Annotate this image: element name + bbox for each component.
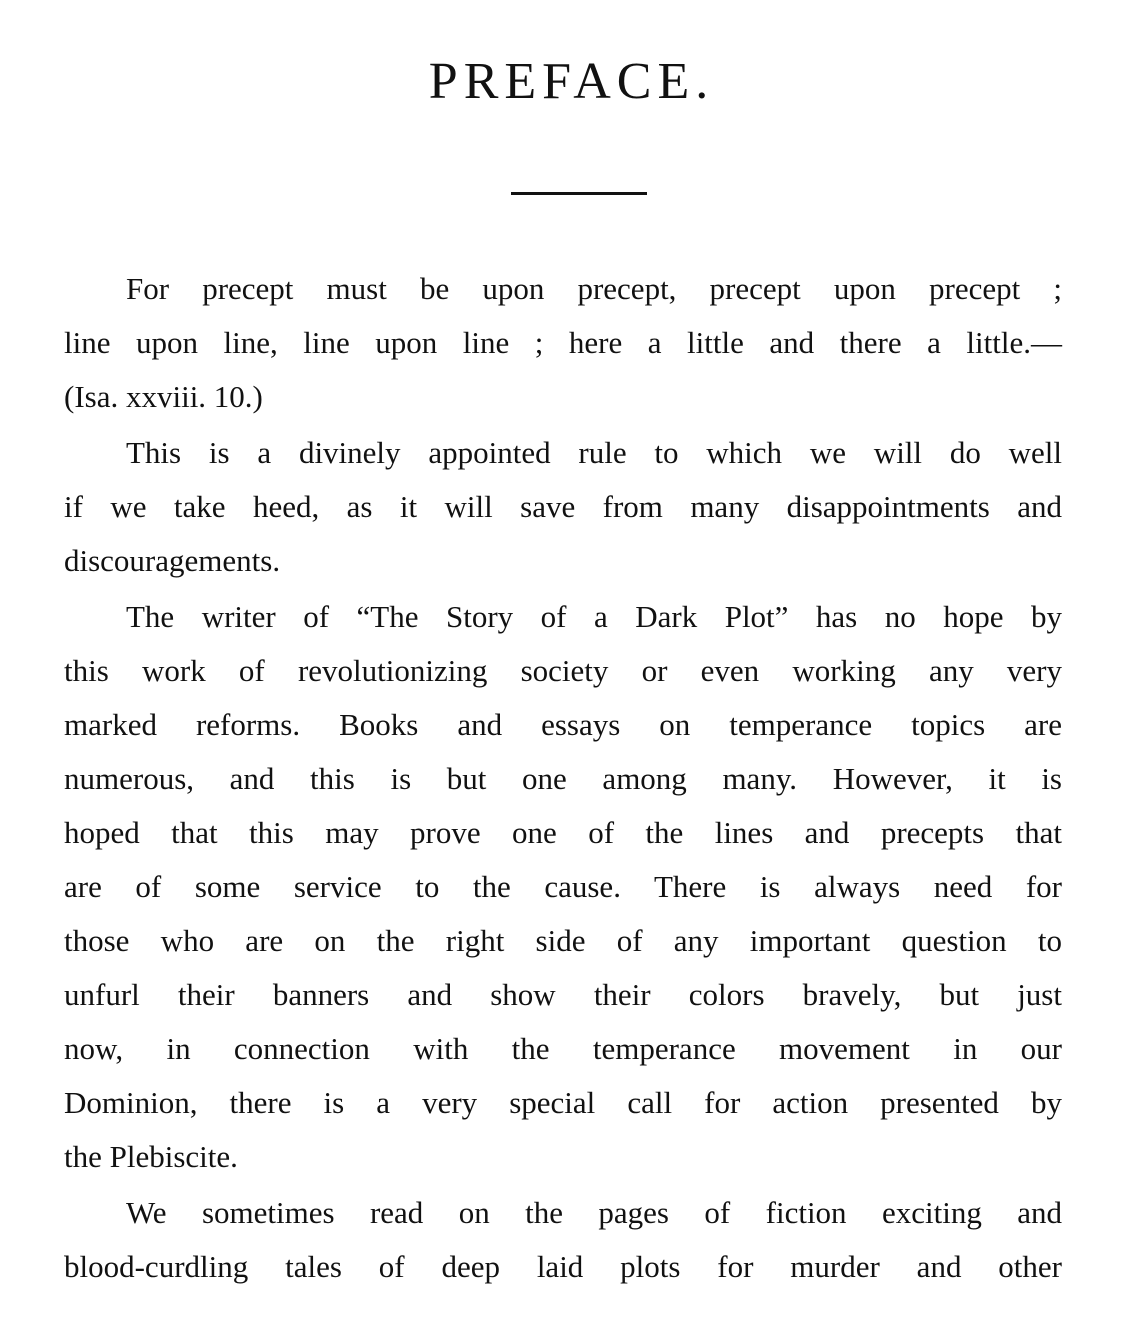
- text-line: For precept must be upon precept, precept upon precept ;: [126, 271, 1062, 306]
- text-line: those who are on the right side of any important question to: [64, 923, 1062, 958]
- text-line: line upon line, line upon line ; here a little and there a little.—: [64, 325, 1062, 360]
- text-line: marked reforms. Books and essays on temperance topics are: [64, 707, 1062, 742]
- text-line: The writer of “The Story of a Dark Plot” has no hope by: [126, 599, 1062, 634]
- text-line: are of some service to the cause. There is always need for: [64, 869, 1062, 904]
- text-line: (Isa. xxviii. 10.): [64, 379, 263, 414]
- paragraph-3: [64, 590, 1062, 1184]
- paragraph-4: [64, 1186, 1062, 1294]
- text-line: This is a divinely appointed rule to which we will do well: [126, 435, 1062, 470]
- text-line: discouragements.: [64, 543, 281, 578]
- text-line: now, in connection with the temperance movement in our: [64, 1031, 1062, 1066]
- text-line: this work of revolutionizing society or even working any very: [64, 653, 1062, 688]
- title-divider: [511, 192, 647, 195]
- text-line: blood-curdling tales of deep laid plots for murder and other: [64, 1249, 1062, 1284]
- text-line: numerous, and this is but one among many. However, it is: [64, 761, 1062, 796]
- text-line: hoped that this may prove one of the lines and precepts that: [64, 815, 1062, 850]
- paragraph-2: [64, 426, 1062, 588]
- paragraph-1: [64, 262, 1062, 424]
- page-title: PREFACE.: [428, 53, 715, 110]
- text-line: the Plebiscite.: [64, 1139, 238, 1174]
- preface-body: [64, 262, 1062, 1296]
- text-line: We sometimes read on the pages of fiction exciting and: [126, 1195, 1062, 1230]
- text-line: unfurl their banners and show their colors bravely, but just: [64, 977, 1062, 1012]
- text-line: if we take heed, as it will save from many disappointments and: [64, 489, 1062, 524]
- text-line: Dominion, there is a very special call for action presented by: [64, 1085, 1062, 1120]
